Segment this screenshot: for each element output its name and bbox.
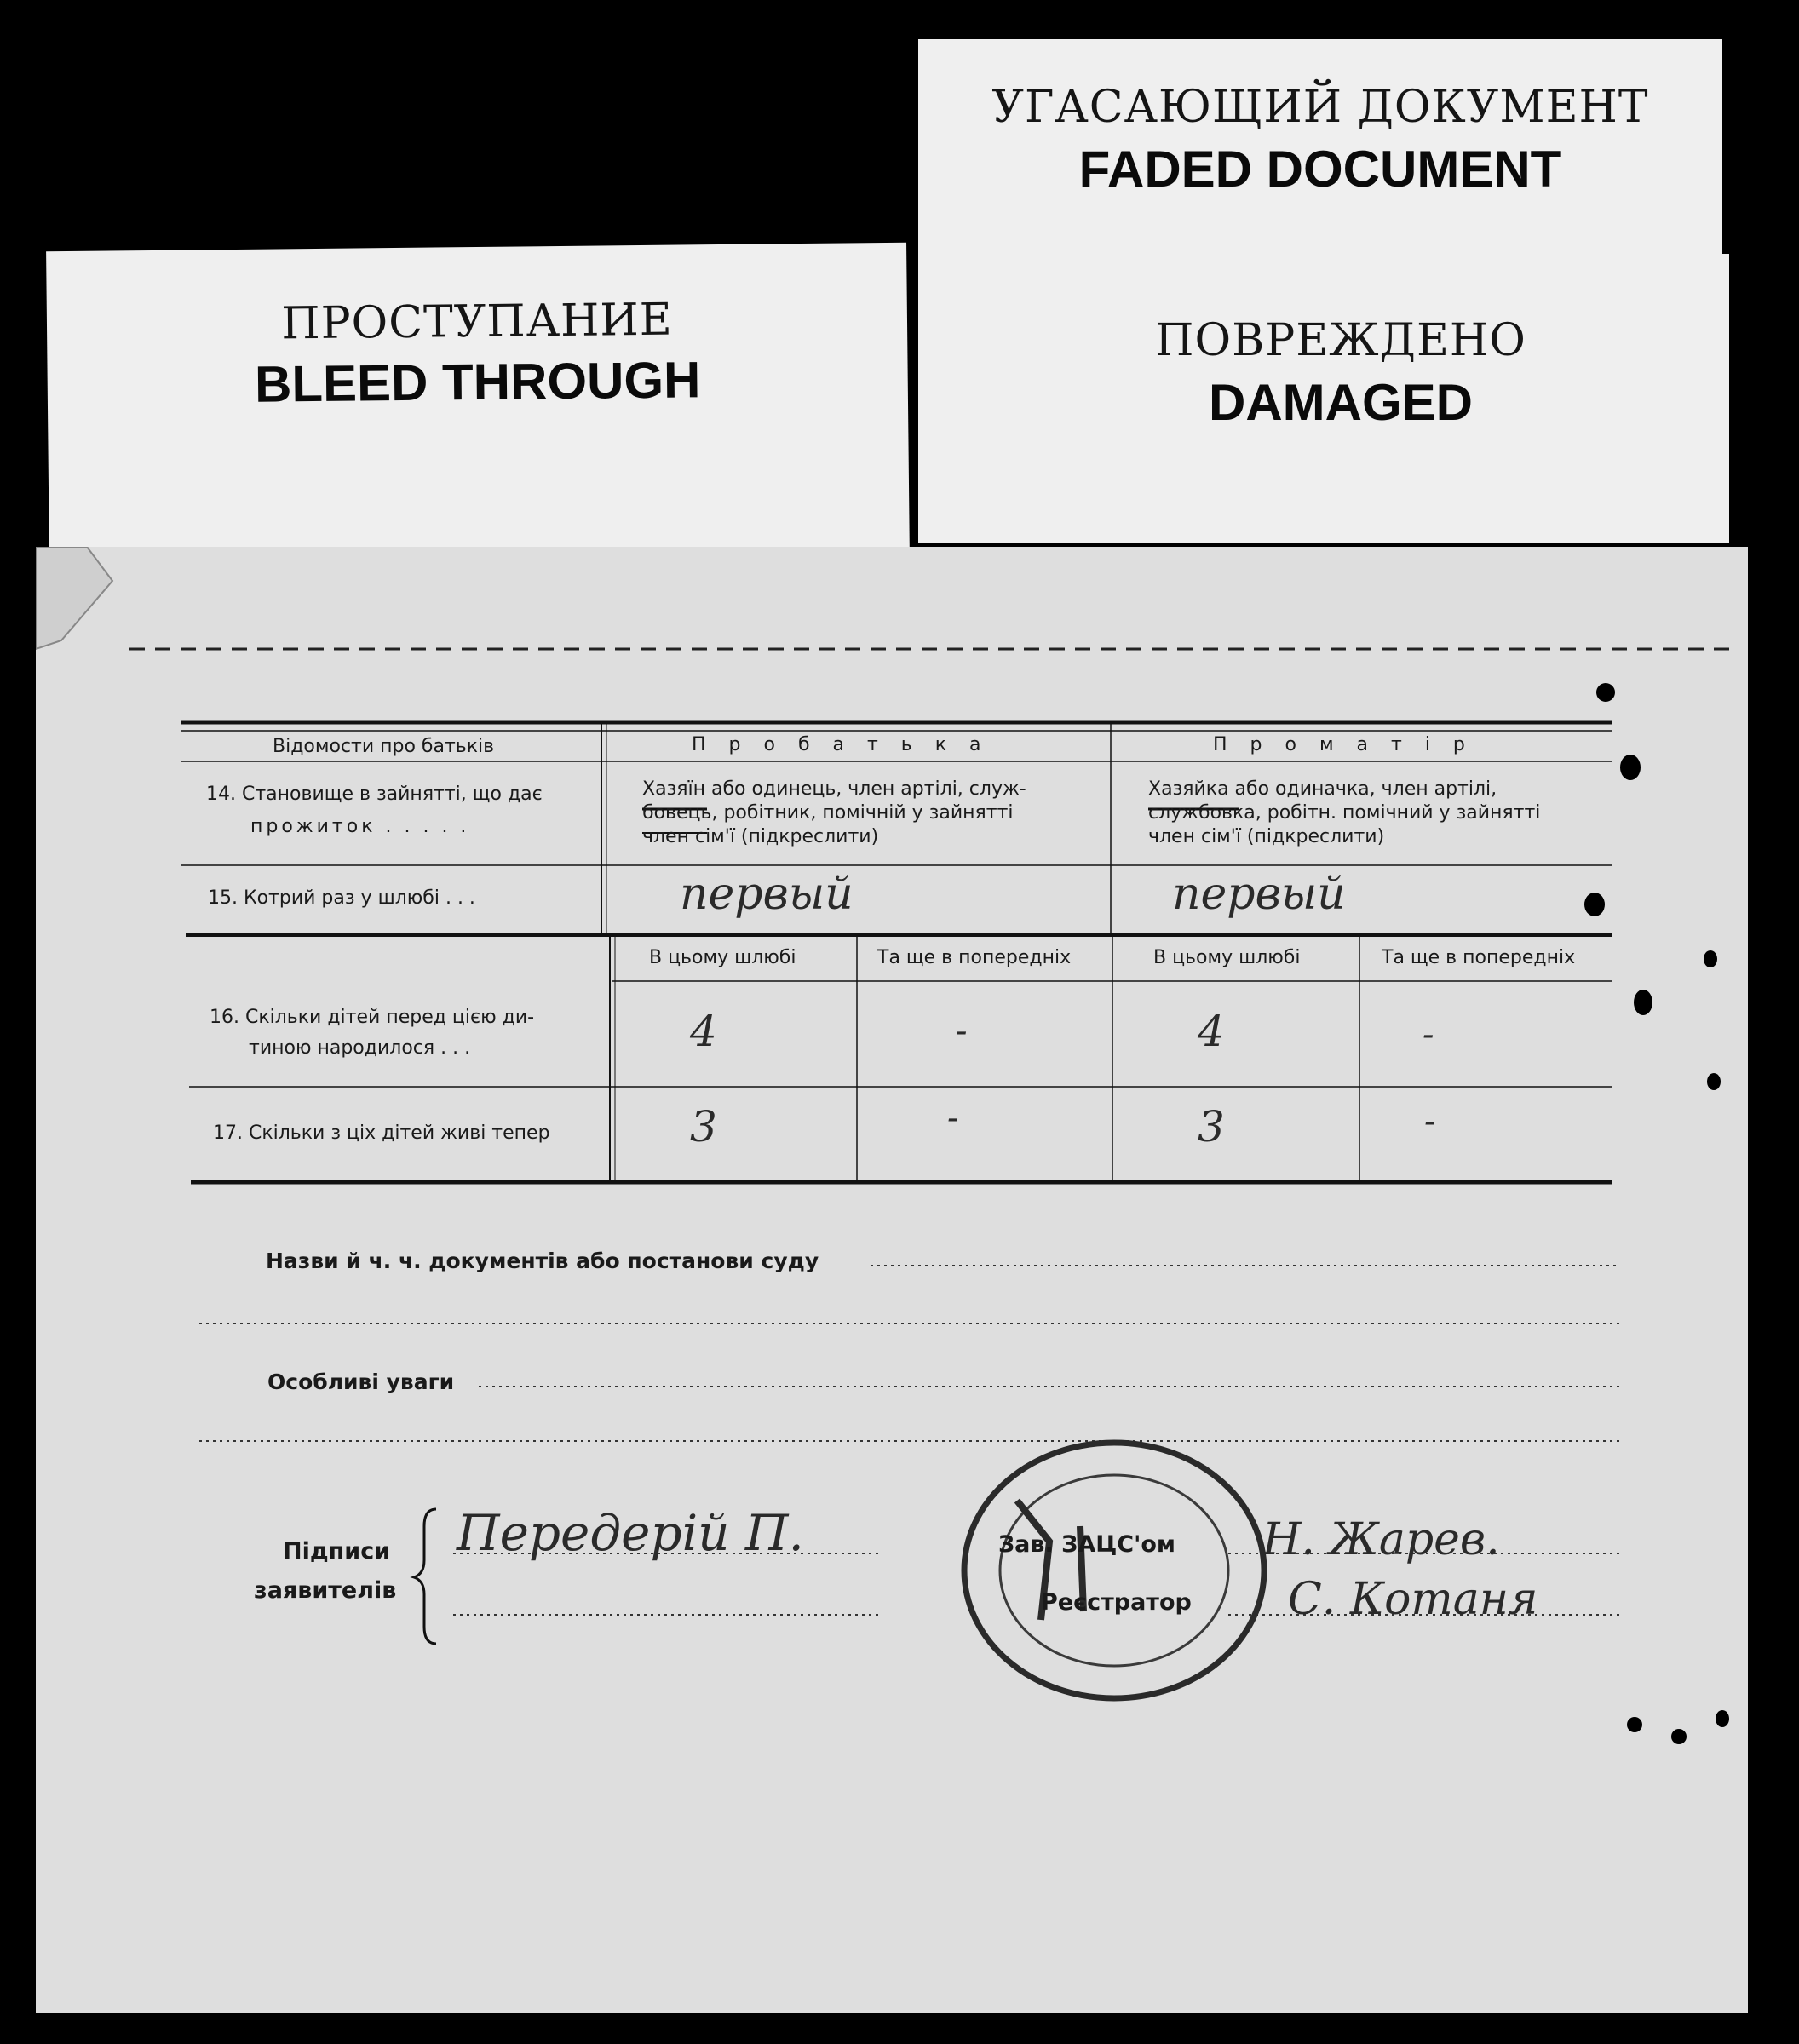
row17-father-prev: - xyxy=(947,1099,959,1138)
remarks-label: Особливі уваги xyxy=(267,1369,455,1394)
row17-mother-this: 3 xyxy=(1198,1102,1225,1151)
faded-document-label-card xyxy=(918,39,1722,269)
row14-mother-line1: Хазяйка або одиначка, член артілі, xyxy=(1148,778,1497,800)
subheader-father-this-marriage: В цьому шлюбі xyxy=(649,947,796,968)
row16-father-prev: - xyxy=(956,1012,968,1051)
table-rules xyxy=(36,547,1748,2013)
bleed-through-label-card xyxy=(46,243,910,567)
row17-label: 17. Скільки з ціх дітей живі тепер xyxy=(213,1122,550,1144)
row14-father-line2: бовець, робітник, помічній у зайнятті xyxy=(642,802,1014,824)
bleed-through-label-en: BLEED THROUGH xyxy=(254,351,701,413)
subheader-father-previous: Та ще в попередніх xyxy=(877,947,1072,968)
row15-father-handwritten: первый xyxy=(680,869,854,920)
row17-father-this: 3 xyxy=(690,1102,717,1151)
header-about-mother: П р о м а т і р xyxy=(1213,734,1474,755)
registrar-label: Реєстратор xyxy=(1041,1589,1192,1616)
applicant-signature: Передерій П. xyxy=(457,1504,804,1562)
head-signature: Н. Жарев. xyxy=(1262,1514,1500,1565)
subheader-mother-previous: Та ще в попередніх xyxy=(1382,947,1576,968)
damage-hole xyxy=(1671,1729,1687,1744)
row15-label: 15. Котрий раз у шлюбі . . . xyxy=(208,887,475,909)
row17-mother-prev: - xyxy=(1424,1102,1436,1141)
registrar-signature: С. Котаня xyxy=(1288,1574,1538,1625)
signatures-label-line1: Підписи xyxy=(283,1538,391,1565)
row16-father-this: 4 xyxy=(690,1007,717,1056)
row16-label-line2: тиною народилося . . . xyxy=(249,1037,471,1059)
faded-document-label-en: FADED DOCUMENT xyxy=(1078,141,1562,198)
damaged-label-card xyxy=(918,254,1729,543)
document-page xyxy=(36,547,1748,2013)
damage-hole xyxy=(1620,755,1641,780)
damage-hole xyxy=(1707,1073,1721,1090)
damage-hole xyxy=(1596,683,1615,702)
official-stamp xyxy=(964,1443,1264,1698)
damage-hole xyxy=(1704,950,1717,967)
damage-hole xyxy=(1627,1717,1642,1732)
row14-father-line1: Хазяїн або одинець, член артілі, служ- xyxy=(642,778,1026,800)
row14-label-line1: 14. Становище в зайнятті, що дає xyxy=(206,784,543,805)
row14-mother-line2: службовка, робітн. помічний у зайнятті xyxy=(1148,802,1541,824)
row14-mother-line3: член сім'ї (підкреслити) xyxy=(1148,826,1385,847)
bleed-through-label-ru: ПРОСТУПАНИЕ xyxy=(280,294,673,350)
damage-hole xyxy=(1584,893,1605,916)
row16-mother-this: 4 xyxy=(1198,1007,1225,1056)
head-of-registry-label: Зав. ЗАЦС'ом xyxy=(998,1531,1175,1558)
row15-mother-handwritten: первый xyxy=(1172,869,1346,920)
damage-hole xyxy=(1716,1710,1729,1727)
row14-father-line3: член сім'ї (підкреслити) xyxy=(642,826,879,847)
row14-label-line2: прожиток . . . . . xyxy=(250,816,470,837)
damaged-label-ru: ПОВРЕЖДЕНО xyxy=(1155,315,1526,366)
header-about-father: П р о б а т ь к а xyxy=(692,734,990,755)
damage-hole xyxy=(1634,990,1652,1015)
faded-document-label-ru: УГАСАЮЩИЙ ДОКУМЕНТ xyxy=(991,82,1649,133)
documents-label: Назви й ч. ч. документів або постанови суду xyxy=(266,1249,819,1273)
row16-mother-prev: - xyxy=(1423,1015,1434,1054)
header-parents-info: Відомости про батьків xyxy=(273,736,495,757)
damaged-label-en: DAMAGED xyxy=(1209,374,1473,431)
signatures-label-line2: заявителів xyxy=(254,1577,397,1604)
row16-label-line1: 16. Скільки дітей перед цією ди- xyxy=(210,1007,535,1028)
subheader-mother-this-marriage: В цьому шлюбі xyxy=(1153,947,1301,968)
